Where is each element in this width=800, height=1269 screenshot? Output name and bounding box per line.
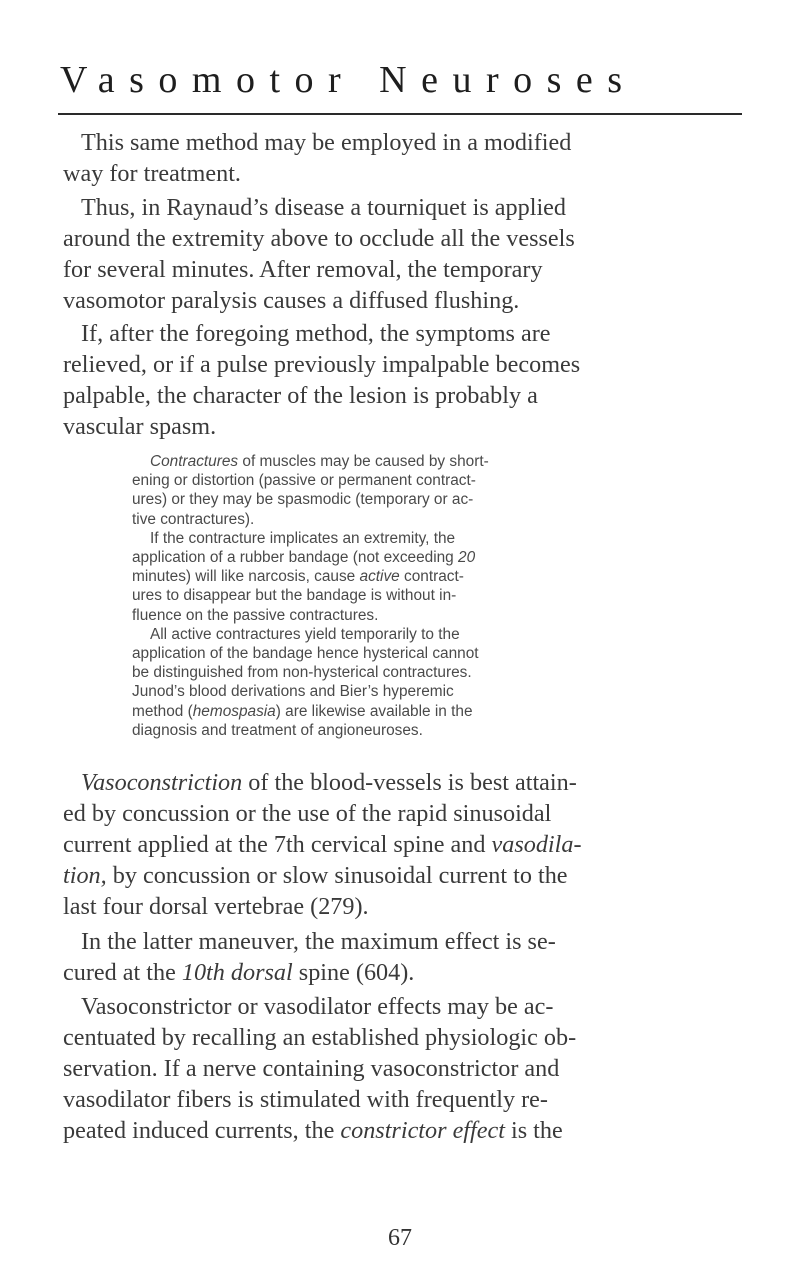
text-line: Junod’s blood derivations and Bier’s hyperemic — [132, 683, 454, 701]
italic-term: hemospasia — [192, 702, 276, 720]
text-line — [132, 452, 692, 471]
text-line — [63, 829, 743, 860]
text-fragment: minutes) will like narcosis, cause — [132, 568, 360, 586]
paragraph-method-modified — [63, 127, 743, 189]
text-line: This same method may be employed in a modified — [81, 129, 572, 156]
contractures-note — [132, 452, 692, 740]
text-line: Thus, in Raynaud’s disease a tourniquet is applied — [81, 194, 567, 221]
text-line — [63, 1115, 743, 1146]
text-fragment: application of a rubber bandage (not exceeding — [132, 549, 459, 567]
text-fragment: ) are likewise available in the — [275, 702, 473, 720]
italic-term: active — [359, 568, 400, 586]
text-line: vasomotor paralysis causes a diffused flushing. — [63, 287, 520, 314]
italic-term: Contractures — [150, 453, 239, 470]
text-fragment: of muscles may be caused by short- — [238, 453, 489, 470]
paragraph-vasoconstriction — [63, 767, 743, 922]
text-line: tive contractures). — [132, 510, 255, 528]
text-line: In the latter maneuver, the maximum effect is se- — [81, 928, 556, 955]
text-line: All active contractures yield temporarily to the — [150, 625, 460, 643]
text-line: vascular spasm. — [63, 413, 217, 440]
text-line: servation. If a nerve containing vasoconstrictor and — [63, 1055, 560, 1082]
text-line: relieved, or if a pulse previously impalpable becomes — [63, 351, 581, 378]
header-rule — [58, 113, 742, 115]
text-line — [63, 767, 743, 798]
italic-term: 10th dorsal — [181, 959, 293, 986]
text-line: around the extremity above to occlude all the vessels — [63, 225, 575, 252]
text-fragment: cured at the — [63, 959, 182, 986]
text-line — [132, 548, 692, 567]
text-fragment: is the — [504, 1117, 563, 1144]
italic-term: Vasoconstriction — [81, 769, 243, 796]
italic-term: constrictor effect — [340, 1117, 505, 1144]
text-line: ures) or they may be spasmodic (temporary or ac- — [132, 491, 474, 509]
paragraph-vasoconstrictor-effects — [63, 991, 743, 1146]
text-line: If, after the foregoing method, the symptoms are — [81, 320, 551, 347]
text-fragment: of the blood-vessels is best attain- — [242, 769, 577, 796]
text-fragment: method ( — [132, 702, 193, 720]
text-line: ening or distortion (passive or permanent contract- — [132, 472, 476, 490]
text-fragment: contract- — [399, 568, 464, 586]
text-fragment: spine (604). — [292, 959, 415, 986]
paragraph-latter-maneuver — [63, 926, 743, 988]
text-line: centuated by recalling an established physiologic ob- — [63, 1024, 577, 1051]
text-line — [132, 702, 692, 721]
text-line: If the contracture implicates an extremity, the — [150, 529, 456, 547]
text-line: way for treatment. — [63, 160, 241, 187]
text-line: be distinguished from non-hysterical contractures. — [132, 664, 472, 682]
page-number: 67 — [388, 1225, 412, 1251]
text-line: vasodilator fibers is stimulated with frequently re- — [63, 1086, 548, 1113]
text-line: ures to disappear but the bandage is without in- — [132, 587, 457, 605]
text-line: ed by concussion or the use of the rapid sinusoidal — [63, 800, 552, 827]
text-line: palpable, the character of the lesion is probably a — [63, 382, 538, 409]
italic-term: vasodila- — [491, 831, 582, 858]
text-line — [63, 957, 743, 988]
text-line — [132, 567, 692, 586]
italic-number: 20 — [458, 549, 476, 567]
text-line: application of the bandage hence hysterical cannot — [132, 645, 479, 663]
italic-term: tion, — [63, 862, 107, 889]
paragraph-raynaud — [63, 192, 743, 316]
text-line: for several minutes. After removal, the temporary — [63, 256, 543, 283]
text-line — [63, 860, 743, 891]
text-line: diagnosis and treatment of angioneuroses. — [132, 721, 423, 739]
text-line: fluence on the passive contractures. — [132, 606, 379, 624]
text-fragment: peated induced currents, the — [63, 1117, 341, 1144]
paragraph-vascular-spasm — [63, 318, 743, 442]
text-line: last four dorsal vertebrae (279). — [63, 893, 369, 920]
text-line: Vasoconstrictor or vasodilator effects may be ac- — [81, 993, 554, 1020]
text-fragment: by concussion or slow sinusoidal current to the — [106, 862, 568, 889]
text-fragment: current applied at the 7th cervical spine and — [63, 831, 492, 858]
running-header: Vasomotor Neuroses — [60, 59, 637, 101]
